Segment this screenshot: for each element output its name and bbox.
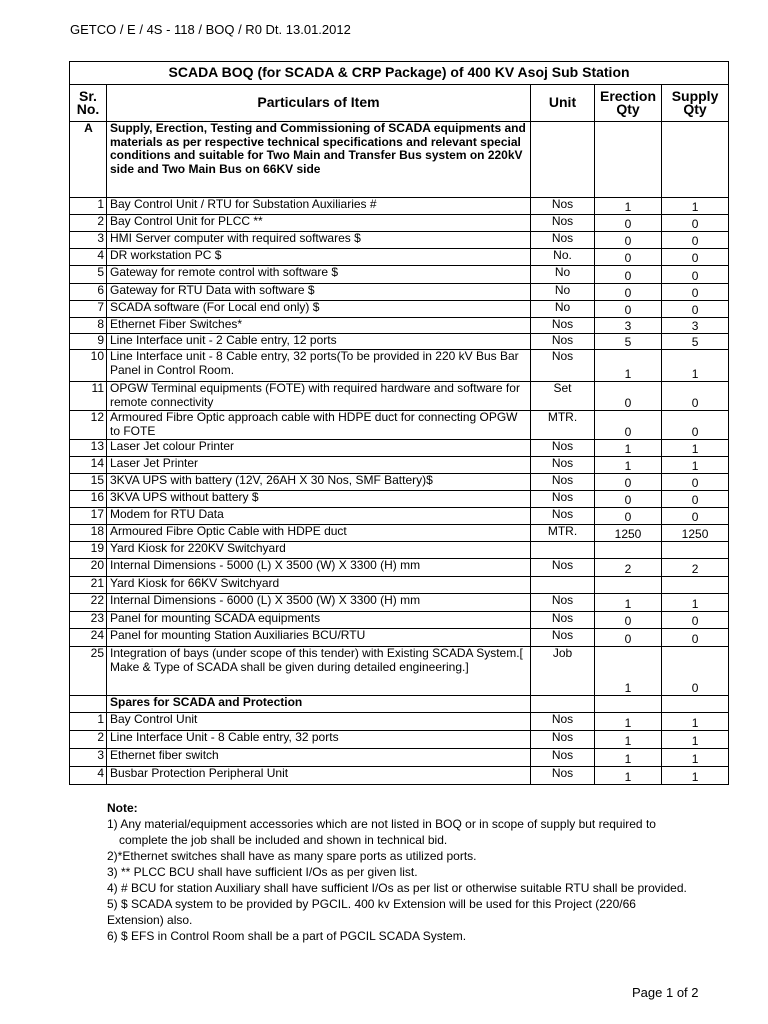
unit-cell: Nos [531, 318, 595, 334]
item-cell: Busbar Protection Peripheral Unit [107, 767, 531, 785]
supply-qty-cell: 0 [662, 232, 729, 249]
sr-cell: 7 [70, 301, 107, 318]
table-row [70, 334, 729, 350]
item-cell: Panel for mounting SCADA equipments [107, 612, 531, 629]
sr-cell: 17 [70, 508, 107, 525]
item-cell: Integration of bays (under scope of this tender) with Existing SCADA System.[ Make & Type of SCADA shall be given during detailed engineering.] [107, 647, 531, 696]
erection-qty-cell: 1 [595, 594, 662, 612]
item-cell: Armoured Fibre Optic Cable with HDPE duct [107, 525, 531, 542]
table-row [70, 198, 729, 215]
supply-qty-cell: 1 [662, 440, 729, 457]
item-cell: Line Interface unit - 2 Cable entry, 12 ports [107, 334, 531, 350]
unit-cell: No. [531, 249, 595, 266]
supply-qty-cell [662, 577, 729, 594]
section-a-text: Supply, Erection, Testing and Commissioning of SCADA equipments and materials as per respective technical specifications and relevant special conditions and suitable for Two Main and Transfer Bus system on 220kV side and Two Main Bus on 66KV side [107, 122, 531, 198]
sr-cell: 23 [70, 612, 107, 629]
erection-qty-cell: 0 [595, 612, 662, 629]
item-cell: Gateway for remote control with software $ [107, 266, 531, 284]
unit-cell: Nos [531, 474, 595, 491]
item-cell: Ethernet Fiber Switches* [107, 318, 531, 334]
item-cell: Laser Jet Printer [107, 457, 531, 474]
unit-cell [531, 542, 595, 559]
unit-cell: MTR. [531, 411, 595, 440]
spares-row [70, 713, 729, 731]
table-row [70, 249, 729, 266]
supply-qty-cell: 0 [662, 249, 729, 266]
item-cell: Modem for RTU Data [107, 508, 531, 525]
note-5a: 5) $ SCADA system to be provided by PGCIL. 400 kv Extension will be used for this Project (220/66 [107, 897, 636, 911]
item-cell: Bay Control Unit / RTU for Substation Auxiliaries # [107, 198, 531, 215]
sr-cell: 6 [70, 284, 107, 301]
sr-cell: 22 [70, 594, 107, 612]
note-1b: complete the job shall be included and shown in technical bid. [119, 833, 448, 847]
table-row [70, 491, 729, 508]
supply-qty-cell: 1250 [662, 525, 729, 542]
supply-qty-cell: 0 [662, 629, 729, 647]
notes [107, 800, 747, 944]
sr-cell: 4 [70, 767, 107, 785]
item-cell: Yard Kiosk for 66KV Switchyard [107, 577, 531, 594]
supply-qty-cell: 0 [662, 647, 729, 696]
sr-cell: 16 [70, 491, 107, 508]
supply-qty-cell: 3 [662, 318, 729, 334]
unit-cell: Nos [531, 198, 595, 215]
sr-cell: 11 [70, 382, 107, 411]
item-cell: DR workstation PC $ [107, 249, 531, 266]
erection-qty-cell: 0 [595, 301, 662, 318]
unit-cell: Nos [531, 491, 595, 508]
item-cell: OPGW Terminal equipments (FOTE) with required hardware and software for remote connectivity [107, 382, 531, 411]
table-row [70, 629, 729, 647]
erection-qty-cell: 1 [595, 731, 662, 749]
sr-cell: 18 [70, 525, 107, 542]
erection-qty-cell: 0 [595, 249, 662, 266]
table-row [70, 440, 729, 457]
item-cell: Panel for mounting Station Auxiliaries BCU/RTU [107, 629, 531, 647]
erection-qty-cell: 3 [595, 318, 662, 334]
table-title: SCADA BOQ (for SCADA & CRP Package) of 400 KV Asoj Sub Station [70, 62, 729, 85]
erection-qty-cell: 1 [595, 440, 662, 457]
supply-qty-cell: 1 [662, 713, 729, 731]
unit-cell: MTR. [531, 525, 595, 542]
supply-qty-cell: 1 [662, 767, 729, 785]
unit-cell: Nos [531, 767, 595, 785]
note-5b: Extension) also. [107, 913, 193, 927]
supply-qty-cell: 0 [662, 284, 729, 301]
spares-row [70, 767, 729, 785]
erection-qty-cell: 1 [595, 767, 662, 785]
supply-qty-cell: 2 [662, 559, 729, 577]
unit-cell: Set [531, 382, 595, 411]
note-1a: 1) Any material/equipment accessories which are not listed in BOQ or in scope of supply but required to [107, 817, 656, 831]
note-2: 2)*Ethernet switches shall have as many spare ports as utilized ports. [107, 849, 477, 863]
col-header-supply: Supply Qty [662, 85, 729, 122]
table-row [70, 266, 729, 284]
erection-qty-cell: 1 [595, 713, 662, 731]
note-3: 3) ** PLCC BCU shall have sufficient I/Os as per given list. [107, 865, 418, 879]
supply-qty-cell: 0 [662, 266, 729, 284]
erection-qty-cell: 0 [595, 629, 662, 647]
unit-cell: Nos [531, 713, 595, 731]
sr-cell: 9 [70, 334, 107, 350]
sr-cell: 1 [70, 198, 107, 215]
erection-qty-cell: 0 [595, 491, 662, 508]
erection-qty-cell: 0 [595, 382, 662, 411]
unit-cell: Nos [531, 559, 595, 577]
unit-cell: Nos [531, 350, 595, 382]
table-row [70, 542, 729, 559]
supply-qty-cell: 0 [662, 382, 729, 411]
table-row [70, 284, 729, 301]
table-row [70, 612, 729, 629]
supply-qty-cell: 0 [662, 301, 729, 318]
item-cell: SCADA software (For Local end only) $ [107, 301, 531, 318]
erection-qty-cell: 0 [595, 284, 662, 301]
unit-cell [531, 577, 595, 594]
col-header-erection: Erection Qty [595, 85, 662, 122]
spares-row [70, 731, 729, 749]
item-cell: Line Interface unit - 8 Cable entry, 32 ports(To be provided in 220 kV Bus Bar Panel in Control Room. [107, 350, 531, 382]
sr-cell: 15 [70, 474, 107, 491]
note-6: 6) $ EFS in Control Room shall be a part of PGCIL SCADA System. [107, 929, 467, 943]
supply-qty-cell: 1 [662, 594, 729, 612]
erection-qty-cell: 1 [595, 350, 662, 382]
unit-cell: Nos [531, 594, 595, 612]
erection-qty-cell [595, 577, 662, 594]
spares-row [70, 749, 729, 767]
supply-qty-cell: 1 [662, 731, 729, 749]
erection-qty-cell: 1 [595, 457, 662, 474]
erection-qty-cell: 2 [595, 559, 662, 577]
erection-qty-cell: 0 [595, 215, 662, 232]
supply-qty-cell: 1 [662, 350, 729, 382]
sr-cell: 10 [70, 350, 107, 382]
page-number: Page 1 of 2 [632, 985, 699, 1000]
sr-cell: 12 [70, 411, 107, 440]
table-row [70, 318, 729, 334]
table-row [70, 525, 729, 542]
sr-cell: 5 [70, 266, 107, 284]
supply-qty-cell: 1 [662, 457, 729, 474]
item-cell: Bay Control Unit for PLCC ** [107, 215, 531, 232]
document-reference: GETCO / E / 4S - 118 / BOQ / R0 Dt. 13.01.2012 [70, 22, 351, 37]
sr-cell: 13 [70, 440, 107, 457]
col-header-particulars: Particulars of Item [107, 85, 531, 122]
supply-qty-cell: 0 [662, 474, 729, 491]
erection-qty-cell: 5 [595, 334, 662, 350]
erection-qty-cell: 0 [595, 232, 662, 249]
item-cell: 3KVA UPS without battery $ [107, 491, 531, 508]
note-4: 4) # BCU for station Auxiliary shall have sufficient I/Os as per list or otherwise suitable RTU shall be provided. [107, 881, 687, 895]
unit-cell: No [531, 284, 595, 301]
col-header-unit: Unit [531, 85, 595, 122]
erection-qty-cell: 1 [595, 647, 662, 696]
item-cell: Line Interface Unit - 8 Cable entry, 32 ports [107, 731, 531, 749]
sr-cell: 20 [70, 559, 107, 577]
unit-cell: Nos [531, 334, 595, 350]
table-row [70, 215, 729, 232]
item-cell: Laser Jet colour Printer [107, 440, 531, 457]
table-row [70, 474, 729, 491]
item-cell: Armoured Fibre Optic approach cable with HDPE duct for connecting OPGW to FOTE [107, 411, 531, 440]
sr-cell: 21 [70, 577, 107, 594]
item-cell: Internal Dimensions - 5000 (L) X 3500 (W) X 3300 (H) mm [107, 559, 531, 577]
table-row [70, 301, 729, 318]
item-cell: Ethernet fiber switch [107, 749, 531, 767]
unit-cell: Nos [531, 749, 595, 767]
supply-qty-cell: 0 [662, 411, 729, 440]
item-cell: Bay Control Unit [107, 713, 531, 731]
table-row [70, 350, 729, 382]
supply-qty-cell: 1 [662, 198, 729, 215]
sr-cell: 4 [70, 249, 107, 266]
erection-qty-cell [595, 542, 662, 559]
supply-qty-cell: 1 [662, 749, 729, 767]
notes-title: Note: [107, 801, 138, 815]
boq-table [69, 61, 729, 785]
section-a-sr: A [70, 122, 107, 198]
supply-qty-cell: 5 [662, 334, 729, 350]
unit-cell: No [531, 266, 595, 284]
spares-heading-row [70, 696, 729, 713]
unit-cell: Job [531, 647, 595, 696]
item-cell: Gateway for RTU Data with software $ [107, 284, 531, 301]
sr-cell: 2 [70, 731, 107, 749]
unit-cell: Nos [531, 731, 595, 749]
unit-cell: Nos [531, 508, 595, 525]
sr-cell: 3 [70, 749, 107, 767]
unit-cell: Nos [531, 440, 595, 457]
sr-cell: 25 [70, 647, 107, 696]
unit-cell: Nos [531, 629, 595, 647]
supply-qty-cell: 0 [662, 612, 729, 629]
table-row [70, 594, 729, 612]
item-cell: Internal Dimensions - 6000 (L) X 3500 (W) X 3300 (H) mm [107, 594, 531, 612]
supply-qty-cell: 0 [662, 491, 729, 508]
unit-cell: No [531, 301, 595, 318]
supply-qty-cell: 0 [662, 215, 729, 232]
item-cell: Yard Kiosk for 220KV Switchyard [107, 542, 531, 559]
table-row [70, 411, 729, 440]
unit-cell: Nos [531, 457, 595, 474]
erection-qty-cell: 1 [595, 198, 662, 215]
section-a-row [70, 122, 729, 198]
erection-qty-cell: 1250 [595, 525, 662, 542]
supply-qty-cell: 0 [662, 508, 729, 525]
item-cell: 3KVA UPS with battery (12V, 26AH X 30 Nos, SMF Battery)$ [107, 474, 531, 491]
table-row [70, 508, 729, 525]
table-row [70, 647, 729, 696]
sr-cell: 1 [70, 713, 107, 731]
sr-cell: 2 [70, 215, 107, 232]
sr-cell: 14 [70, 457, 107, 474]
erection-qty-cell: 0 [595, 411, 662, 440]
erection-qty-cell: 1 [595, 749, 662, 767]
sr-cell: 24 [70, 629, 107, 647]
table-row [70, 457, 729, 474]
unit-cell: Nos [531, 232, 595, 249]
spares-heading: Spares for SCADA and Protection [107, 696, 531, 713]
sr-cell: 3 [70, 232, 107, 249]
supply-qty-cell [662, 542, 729, 559]
unit-cell: Nos [531, 215, 595, 232]
erection-qty-cell: 0 [595, 474, 662, 491]
table-row [70, 382, 729, 411]
table-row [70, 559, 729, 577]
table-row [70, 577, 729, 594]
col-header-sr: Sr. No. [70, 85, 107, 122]
table-row [70, 232, 729, 249]
erection-qty-cell: 0 [595, 508, 662, 525]
item-cell: HMI Server computer with required softwares $ [107, 232, 531, 249]
sr-cell: 8 [70, 318, 107, 334]
erection-qty-cell: 0 [595, 266, 662, 284]
unit-cell: Nos [531, 612, 595, 629]
sr-cell: 19 [70, 542, 107, 559]
